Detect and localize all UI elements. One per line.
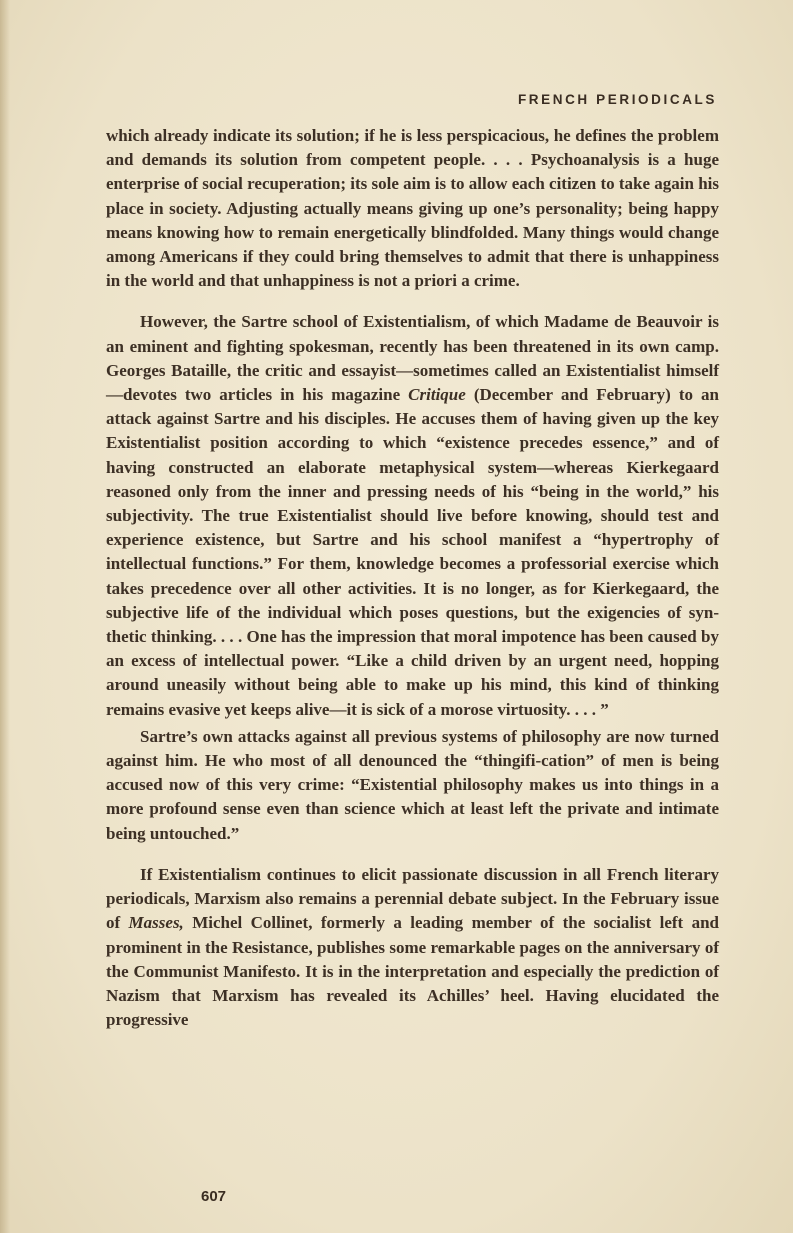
paragraph-2 — [106, 310, 719, 721]
paragraph-4-lead: If Existentialism continues to elicit passionate discussion in all French literary periodicals, Marxism also remains a perennial debate subject. In the February issue of — [106, 864, 719, 933]
body-text — [106, 124, 719, 1032]
paragraph-4 — [106, 863, 719, 1032]
paragraph-2-lead: However, the Sartre school of Existentialism, of which Madame de Beauvoir is an eminent and fighting spokesman, recently has been threatened in its own camp. Georges Bataille, the critic and essayist—sometimes called an Existentialist himself—devotes two articles in his magazine — [106, 312, 719, 405]
magazine-title-masses: Masses, — [128, 913, 184, 933]
page-number: 607 — [201, 1188, 227, 1205]
running-head: FRENCH PERIODICALS — [517, 92, 717, 107]
magazine-title-critique: Critique — [408, 385, 466, 405]
paragraph-2-rest: (December and February) to an attack against Sartre and his disciples. He accuses them of having given up the key Existentialist position according to which “existence precedes essence,” and of having constructed an elaborate metaphysical system—whereas Kierkegaard reasoned only from the inner and pressing needs of his “being in the world,” his subjectivity. The true Existentialist should live before knowing, should test and experience existence, but Sartre and his school manifest a “hypertrophy of intellectual functions.” For them, knowledge becomes a professorial exercise which takes precedence over all other activities. It is no longer, as for Kierkegaard, the subjective life of the individual which poses questions, but the exigencies of syn-thetic thinking. . . . One has the impression that moral impotence has been caused by an excess of intellectual power. “Like a child driven by an urgent need, hopping around uneasily without being able to make up his mind, this kind of thinking remains evasive yet keeps alive—it is sick of a morose virtuosity. . . . ” — [106, 385, 719, 719]
paragraph-1: which already indicate its solution; if he is less perspicacious, he defines the problem and demands its solution from competent people. . . . Psychoanalysis is a huge enterprise of social recuperation; its sole aim is to allow each citizen to take again his place in society. Adjusting actually means giving up one’s personality; being happy means knowing how to remain energetically blindfolded. Many things would change among Americans if they could bring themselves to admit that there is unhappiness in the world and that unhappiness is not a priori a crime. — [106, 126, 720, 291]
paragraph-3: Sartre’s own attacks against all previous systems of philosophy are now turned against him. He who most of all denounced the “thingifi-cation” of men is being accused now of this very crime: “Existential philosophy makes us into things in a more profound sense even than science which at least left the private and intimate being untouched.” — [106, 726, 719, 843]
paragraph-4-rest: Michel Collinet, formerly a leading member of the socialist left and prominent in the Resistance, publishes some remarkable pages on the anniversary of the Communist Manifesto. It is in the interpretation and especially the prediction of Nazism that Marxism has revealed its Achilles’ heel. Having elucidated the progressive — [106, 913, 719, 1030]
page-gutter-shadow — [0, 0, 10, 1233]
